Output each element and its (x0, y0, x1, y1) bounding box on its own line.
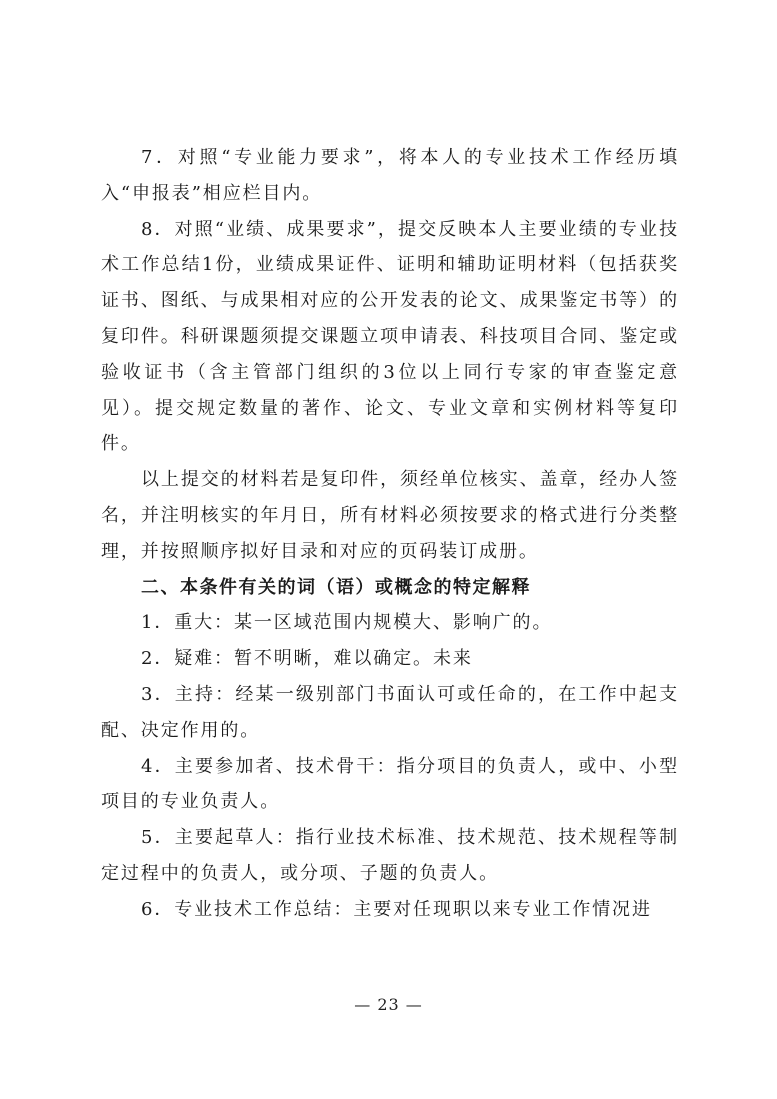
definition-2: 2．疑难：暂不明晰，难以确定。未来 (141, 648, 473, 670)
page-body (101, 140, 679, 928)
definition-1: 1．重大：某一区域范围内规模大、影响广的。 (141, 612, 553, 634)
section-heading: 二、本条件有关的词（语）或概念的特定解释 (141, 576, 531, 598)
paragraph-note: 以上提交的材料若是复印件，须经单位核实、盖章，经办人签名，并注明核实的年月日，所有材料必须按要求的格式进行分类整理，并按照顺序拟好目录和对应的页码装订成册。 (101, 469, 679, 562)
definition-6: 6．专业技术工作总结：主要对任现职以来专业工作情况进 (141, 898, 652, 920)
paragraph-item-7: 7．对照“专业能力要求”，将本人的专业技术工作经历填入“申报表”相应栏目内。 (101, 147, 679, 204)
definition-3: 3．主持：经某一级别部门书面认可或任命的，在工作中起支配、决定作用的。 (101, 683, 679, 741)
page-number: — 23 — (354, 995, 423, 1014)
paragraph-item-8: 8．对照“业绩、成果要求”，提交反映本人主要业绩的专业技术工作总结1份，业绩成果证件、证明和辅助证明材料（包括获奖证书、图纸、与成果相对应的公开发表的论文、成果鉴定书等）的复印件。科研课题须提交课题立项申请表、科技项目合同、鉴定或验收证书（含主管部门组织的3位以上同行专家的审查鉴定意见）。提交规定数量的著作、论文、专业文章和实例材料等复印件。 (101, 218, 679, 455)
definition-4: 4．主要参加者、技术骨干：指分项目的负责人，或中、小型项目的专业负责人。 (101, 755, 679, 813)
definition-5: 5．主要起草人：指行业技术标准、技术规范、技术规程等制定过程中的负责人，或分项、子题的负责人。 (101, 827, 679, 884)
